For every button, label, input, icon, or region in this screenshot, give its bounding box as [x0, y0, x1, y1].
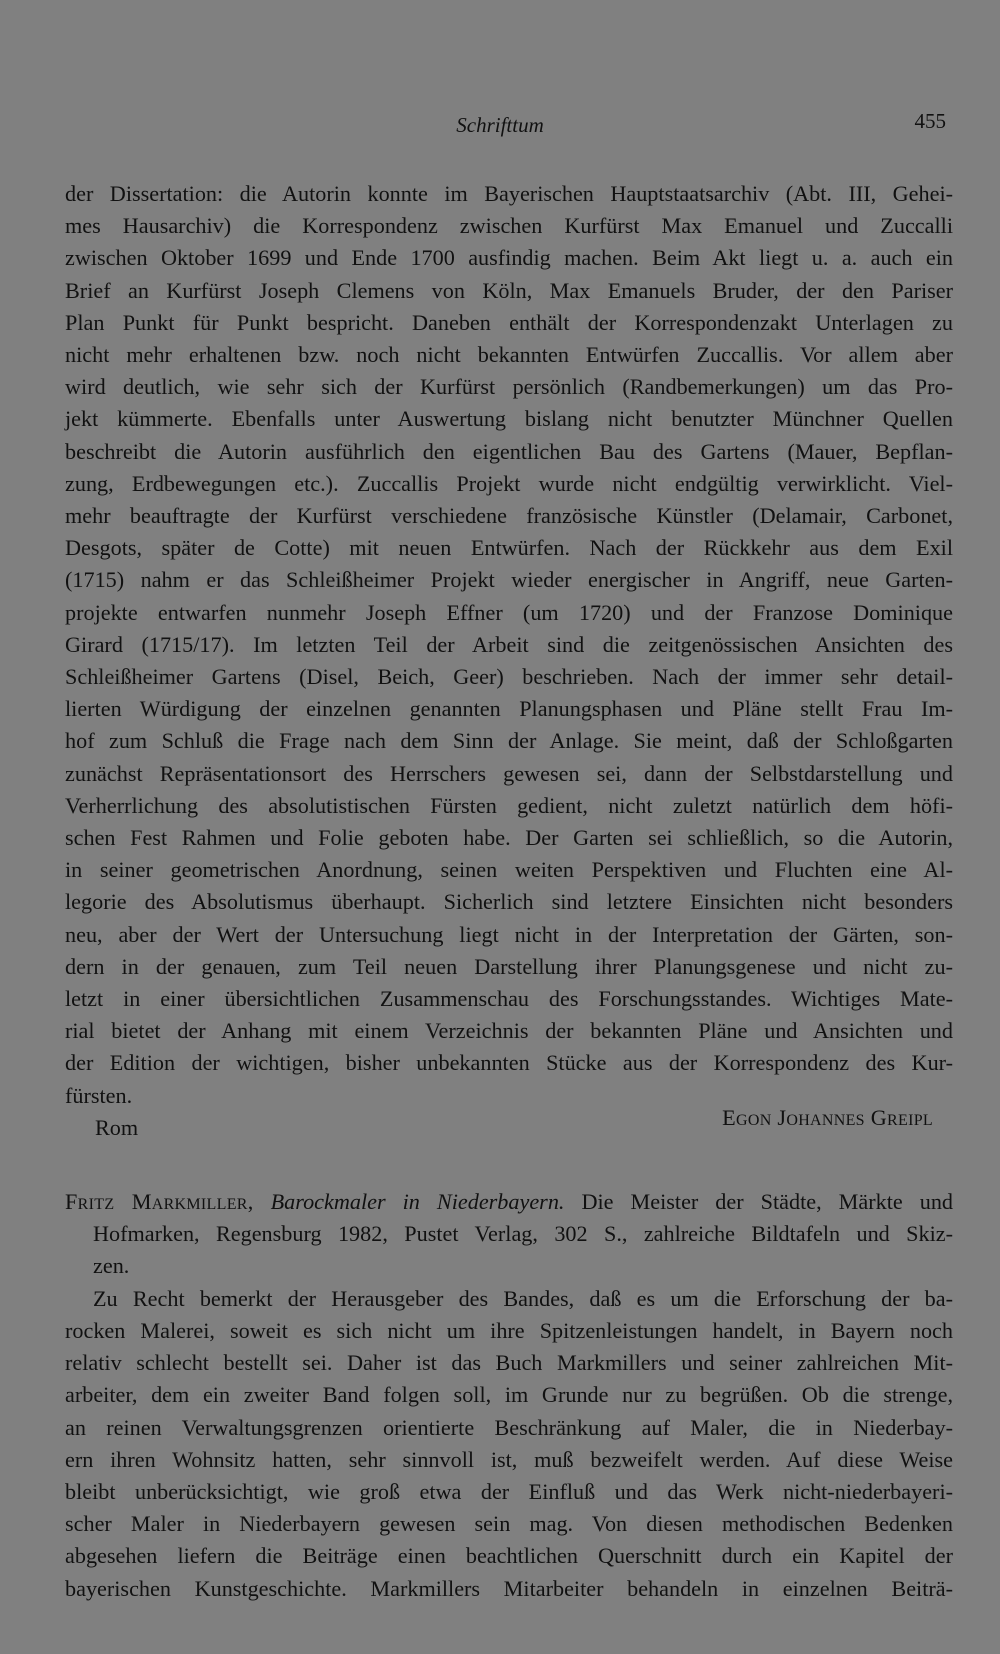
text-block: [65, 178, 953, 1605]
text-line: rocken Malerei, soweit es sich nicht um ihre Spitzenleistungen handelt, in Bayern noch: [65, 1317, 953, 1343]
book-title: Barockmaler in Niederbayern.: [270, 1189, 565, 1215]
text-line: fürsten.: [65, 1082, 133, 1108]
text-line: hof zum Schluß die Frage nach dem Sinn der Anlage. Sie meint, daß der Schloßgarten: [65, 728, 953, 754]
reviewer-signature: Egon Johannes Greipl: [722, 1104, 933, 1130]
text-line: der Dissertation: die Autorin konnte im Bayerischen Hauptstaatsarchiv (Abt. III, Gehei-: [65, 181, 953, 206]
text-line: Zu Recht bemerkt der Herausgeber des Bandes, daß es um die Erforschung der ba-: [93, 1285, 953, 1311]
text-line: dern in der genauen, zum Teil neuen Darstellung ihrer Planungsgenese und nicht zu-: [65, 953, 953, 979]
text-line: Schleißheimer Gartens (Disel, Beich, Geer) beschrieben. Nach der immer sehr detail-: [65, 664, 953, 690]
text-line: scher Maler in Niederbayern gewesen sein mag. Von diesen methodischen Bedenken: [65, 1511, 953, 1537]
text-line: mes Hausarchiv) die Korrespondenz zwischen Kurfürst Max Emanuel und Zuccalli: [65, 213, 953, 239]
text-line: (1715) nahm er das Schleißheimer Projekt wieder energischer in Angriff, neue Garten-: [65, 567, 953, 593]
text-line: Girard (1715/17). Im letzten Teil der Arbeit sind die zeitgenössischen Ansichten des: [65, 631, 953, 657]
text-line: Plan Punkt für Punkt bespricht. Daneben enthält der Korrespondenzakt Unterlagen zu: [65, 309, 953, 335]
text-line: jekt kümmerte. Ebenfalls unter Auswertung bislang nicht benutzter Münchner Quellen: [65, 406, 953, 432]
review-2-header-line: Hofmarken, Regensburg 1982, Pustet Verlag, 302 S., zahlreiche Bildtafeln und Skiz-: [93, 1221, 953, 1247]
text-line: legorie des Absolutismus überhaupt. Sicherlich sind letztere Einsichten nicht besonders: [65, 889, 953, 915]
text-line: Verherrlichung des absolutistischen Fürsten gedient, nicht zuletzt natürlich dem höfi-: [65, 792, 953, 818]
book-subtitle: Die Meister der Städte, Märkte und: [581, 1189, 954, 1215]
text-line: neu, aber der Wert der Untersuchung liegt nicht in der Interpretation der Gärten, son-: [65, 921, 953, 947]
page-number: 455: [914, 109, 946, 133]
text-line: der Edition der wichtigen, bisher unbekannten Stücke aus der Korrespondenz des Kur-: [65, 1050, 953, 1076]
text-line: zung, Erdbewegungen etc.). Zuccallis Projekt wurde nicht endgültig verwirklicht. Viel-: [65, 470, 953, 496]
text-line: lierten Würdigung der einzelnen genannten Planungsphasen und Pläne stellt Frau Im-: [65, 696, 953, 722]
text-line: zwischen Oktober 1699 und Ende 1700 ausfindig machen. Beim Akt liegt u. a. auch ein: [65, 245, 953, 271]
text-line: relativ schlecht bestellt sei. Daher ist das Buch Markmillers und seiner zahlreichen Mit-: [65, 1350, 953, 1376]
text-line: mehr beauftragte der Kurfürst verschiedene französische Künstler (Delamair, Carbonet,: [65, 503, 953, 529]
review-1-closing: [65, 1104, 953, 1144]
running-title: Schrifttum: [456, 113, 544, 137]
text-line: bleibt unberücksichtigt, wie groß etwa der Einfluß und das Werk nicht-niederbayeri-: [65, 1478, 953, 1504]
text-line: an reinen Verwaltungsgrenzen orientierte Beschränkung auf Maler, die in Niederbay-: [65, 1414, 953, 1440]
text-line: Brief an Kurfürst Joseph Clemens von Köln, Max Emanuels Bruder, der den Pariser: [65, 277, 953, 303]
text-line: in seiner geometrischen Anordnung, seinen weiten Perspektiven und Fluchten eine Al-: [65, 857, 953, 883]
section-spacer: [65, 1144, 953, 1186]
review-2-body: [65, 1283, 953, 1605]
text-line: ern ihren Wohnsitz hatten, sehr sinnvoll ist, muß bezweifelt werden. Auf diese Weise: [65, 1446, 953, 1472]
review-place: Rom: [95, 1114, 139, 1140]
text-line: zunächst Repräsentationsort des Herrschers gewesen sei, dann der Selbstdarstellung und: [65, 760, 953, 786]
text-line: letzt in einer übersichtlichen Zusammenschau des Forschungsstandes. Wichtiges Mate-: [65, 986, 953, 1012]
running-head: [0, 110, 1000, 140]
text-line: schen Fest Rahmen und Folie geboten habe. Der Garten sei schließlich, so die Autorin,: [65, 825, 953, 851]
book-author: Fritz Markmiller,: [65, 1189, 254, 1215]
text-line: arbeiter, dem ein zweiter Band folgen soll, im Grunde nur zu begrüßen. Ob die strenge,: [65, 1382, 953, 1408]
text-line: abgesehen liefern die Beiträge einen beachtlichen Querschnitt durch ein Kapitel der: [65, 1543, 953, 1569]
text-line: bayerischen Kunstgeschichte. Markmillers Mitarbeiter behandeln in einzelnen Beiträ-: [65, 1575, 953, 1601]
review-2-header-line: [65, 1186, 953, 1218]
review-2-header-line: zen.: [93, 1253, 130, 1279]
text-line: wird deutlich, wie sehr sich der Kurfürst persönlich (Randbemerkungen) um das Pro-: [65, 374, 953, 400]
review-1-body: [65, 178, 953, 1112]
text-line: rial bietet der Anhang mit einem Verzeichnis der bekannten Pläne und Ansichten und: [65, 1018, 953, 1044]
text-line: projekte entwarfen nunmehr Joseph Effner (um 1720) und der Franzose Dominique: [65, 599, 953, 625]
text-line: beschreibt die Autorin ausführlich den eigentlichen Bau des Gartens (Mauer, Bepflan-: [65, 438, 953, 464]
text-line: nicht mehr erhaltenen bzw. noch nicht bekannten Entwürfen Zuccallis. Vor allem aber: [65, 342, 953, 368]
review-2-header: [65, 1186, 953, 1283]
text-line: Desgots, später de Cotte) mit neuen Entwürfen. Nach der Rückkehr aus dem Exil: [65, 535, 953, 561]
